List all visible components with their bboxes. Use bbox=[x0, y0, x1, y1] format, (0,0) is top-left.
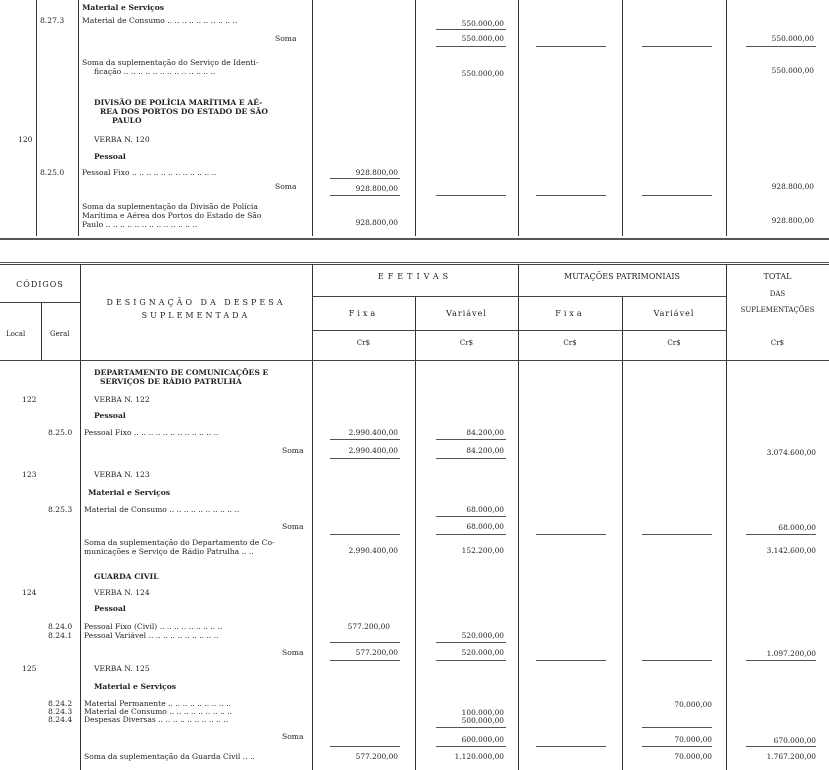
amount-total: 670.000,00 bbox=[773, 736, 816, 745]
section-heading: SERVIÇOS DE RÁDIO PATRULHA bbox=[100, 377, 242, 386]
amount-total: 1.767.200,00 bbox=[766, 752, 816, 761]
subtotal-label: ficação .. .. .. .. .. .. .. .. .. .. .. .. .. bbox=[94, 67, 216, 76]
category-heading: Material e Serviços bbox=[88, 488, 171, 497]
amount-fixa: 577.200,00 bbox=[355, 648, 398, 657]
expense-item: Material de Consumo .. .. .. .. .. .. .. .. .. .. bbox=[84, 505, 240, 514]
verba-label: VERBA N. 124 bbox=[94, 588, 150, 597]
currency-label: Cr$ bbox=[356, 339, 371, 347]
amount-fixa: 2.990.400,00 bbox=[348, 446, 398, 455]
local-code: 120 bbox=[18, 135, 33, 144]
expense-item: Material de Consumo .. .. .. .. .. .. .. .. .. .. bbox=[82, 16, 238, 25]
currency-label: Cr$ bbox=[459, 339, 474, 347]
account-code: 8.25.0 bbox=[48, 428, 73, 437]
amount-total: 3.142.600,00 bbox=[766, 546, 816, 555]
codigos-header: CÓDIGOS bbox=[16, 280, 64, 289]
amount-variavel: 500.000,00 bbox=[461, 716, 504, 725]
soma-label: Soma bbox=[282, 648, 304, 657]
expense-item: Pessoal Fixo .. .. .. .. .. .. .. .. .. .. .. .. bbox=[84, 428, 219, 437]
amount-variavel: 1.120.000,00 bbox=[454, 752, 504, 761]
account-code: 8.24.0 bbox=[48, 622, 73, 631]
account-code: 8.25.0 bbox=[40, 168, 65, 177]
amount-mutacao: 70.000,00 bbox=[674, 735, 712, 744]
soma-label: Soma bbox=[275, 34, 297, 43]
geral-header: Geral bbox=[50, 330, 70, 338]
account-code: 8.24.4 bbox=[48, 715, 73, 724]
soma-label: Soma bbox=[275, 182, 297, 191]
section-heading: DIVISÃO DE POLÍCIA MARÍTIMA E AÉ- bbox=[94, 98, 263, 107]
section-heading: GUARDA CIVIL bbox=[94, 572, 159, 581]
account-code: 8.25.3 bbox=[48, 505, 73, 514]
category-heading: Pessoal bbox=[94, 604, 126, 613]
expense-item: Pessoal Fixo (Civil) .. .. .. .. .. .. .. .. .. bbox=[84, 622, 223, 631]
total-header: TOTAL bbox=[763, 272, 792, 281]
soma-label: Soma bbox=[282, 732, 304, 741]
amount-variavel: 100.000,00 bbox=[461, 708, 504, 717]
local-header: Local bbox=[6, 330, 26, 338]
amount-variavel: 520.000,00 bbox=[461, 631, 504, 640]
local-code: 125 bbox=[22, 664, 37, 673]
account-code: 8.24.3 bbox=[48, 707, 73, 716]
amount-total: 928.800,00 bbox=[771, 216, 814, 225]
amount-fixa: 2.990.400,00 bbox=[348, 546, 398, 555]
mutacoes-header: MUTAÇÕES PATRIMONIAIS bbox=[564, 272, 680, 281]
verba-label: VERBA N. 120 bbox=[94, 135, 150, 144]
verba-label: VERBA N. 123 bbox=[94, 470, 150, 479]
amount-total: 3.074.600,00 bbox=[766, 448, 816, 457]
amount-variavel: 600.000,00 bbox=[461, 735, 504, 744]
fixa-header: Fixa bbox=[555, 309, 585, 318]
subtotal-label: Soma da suplementação do Serviço de Identi- bbox=[82, 58, 259, 67]
efetivas-header: EFETIVAS bbox=[377, 272, 453, 281]
section-heading: REA DOS PORTOS DO ESTADO DE SÃO bbox=[100, 107, 268, 116]
amount-variavel: 550.000,00 bbox=[461, 19, 504, 28]
designacao-header: DESIGNAÇÃO DA DESPESA bbox=[106, 298, 286, 307]
currency-label: Cr$ bbox=[563, 339, 577, 347]
amount-variavel: 520.000,00 bbox=[461, 648, 504, 657]
amount-variavel: 152.200,00 bbox=[461, 546, 504, 555]
subtotal-label: Soma da suplementação da Guarda Civil .. .. bbox=[84, 752, 255, 761]
amount-total: 550.000,00 bbox=[771, 66, 814, 75]
subtotal-label: Soma da suplementação do Departamento de Co- bbox=[84, 538, 275, 547]
amount-variavel: 550.000,00 bbox=[461, 34, 504, 43]
amount-total: 68.000,00 bbox=[778, 523, 816, 532]
amount-total: 1.097.200,00 bbox=[766, 649, 816, 658]
amount-fixa: 928.800,00 bbox=[355, 168, 398, 177]
expense-item: Pessoal Variável .. .. .. .. .. .. .. .. .. .. bbox=[84, 631, 219, 640]
section-heading: DEPARTAMENTO DE COMUNICAÇÕES E bbox=[94, 368, 269, 377]
total-header: DAS bbox=[769, 290, 786, 298]
amount-mutacao: 70.000,00 bbox=[674, 752, 712, 761]
amount-fixa: 577.200,00 bbox=[347, 622, 390, 631]
amount-total: 928.800,00 bbox=[771, 182, 814, 191]
verba-label: VERBA N. 125 bbox=[94, 664, 150, 673]
subtotal-label: Soma da suplementação da Divisão de Polícia bbox=[82, 202, 258, 211]
expense-item: Material de Consumo .. .. .. .. .. .. .. .. .. bbox=[84, 707, 233, 716]
amount-variavel: 84.200,00 bbox=[466, 446, 504, 455]
expense-item: Despesas Diversas .. .. .. .. .. .. .. .. .. .. bbox=[84, 715, 229, 724]
soma-label: Soma bbox=[282, 446, 304, 455]
variavel-header: Variável bbox=[446, 309, 487, 318]
subtotal-label: Marítima e Aérea dos Portos do Estado de São bbox=[82, 211, 262, 220]
local-code: 122 bbox=[22, 395, 37, 404]
category-heading: Material e Serviços bbox=[94, 682, 177, 691]
amount-total: 550.000,00 bbox=[771, 34, 814, 43]
amount-fixa: 928.800,00 bbox=[355, 184, 398, 193]
local-code: 124 bbox=[22, 588, 37, 597]
amount-fixa: 928.800,00 bbox=[355, 218, 398, 227]
total-header: SUPLEMENTAÇÕES bbox=[740, 306, 815, 314]
account-code: 8.27.3 bbox=[40, 16, 65, 25]
category-heading: Material e Serviços bbox=[82, 3, 165, 12]
subtotal-label: Paulo .. .. .. .. .. .. .. .. .. .. .. .. .. bbox=[82, 220, 198, 229]
variavel-header: Variável bbox=[653, 309, 695, 318]
amount-mutacao: 70.000,00 bbox=[674, 700, 712, 709]
designacao-header: SUPLEMENTADA bbox=[141, 311, 251, 320]
currency-label: Cr$ bbox=[667, 339, 681, 347]
category-heading: Pessoal bbox=[94, 152, 126, 161]
verba-label: VERBA N. 122 bbox=[94, 395, 150, 404]
local-code: 123 bbox=[22, 470, 37, 479]
amount-variavel: 550.000,00 bbox=[461, 69, 504, 78]
soma-label: Soma bbox=[282, 522, 304, 531]
account-code: 8.24.2 bbox=[48, 699, 73, 708]
section-heading: PAULO bbox=[112, 116, 142, 125]
amount-fixa: 2.990.400,00 bbox=[348, 428, 398, 437]
expense-item: Material Permanente .. .. .. .. .. .. .. .. .. bbox=[84, 699, 231, 708]
category-heading: Pessoal bbox=[94, 411, 126, 420]
amount-variavel: 84.200,00 bbox=[466, 428, 504, 437]
expense-item: Pessoal Fixo .. .. .. .. .. .. .. .. .. .. .. .. bbox=[82, 168, 217, 177]
amount-variavel: 68.000,00 bbox=[466, 505, 504, 514]
currency-label: Cr$ bbox=[770, 339, 785, 347]
account-code: 8.24.1 bbox=[48, 631, 73, 640]
fixa-header: Fixa bbox=[348, 309, 379, 318]
amount-variavel: 68.000,00 bbox=[466, 522, 504, 531]
subtotal-label: municações e Serviço de Rádio Patrulha .. .. bbox=[84, 547, 254, 556]
amount-fixa: 577.200,00 bbox=[355, 752, 398, 761]
